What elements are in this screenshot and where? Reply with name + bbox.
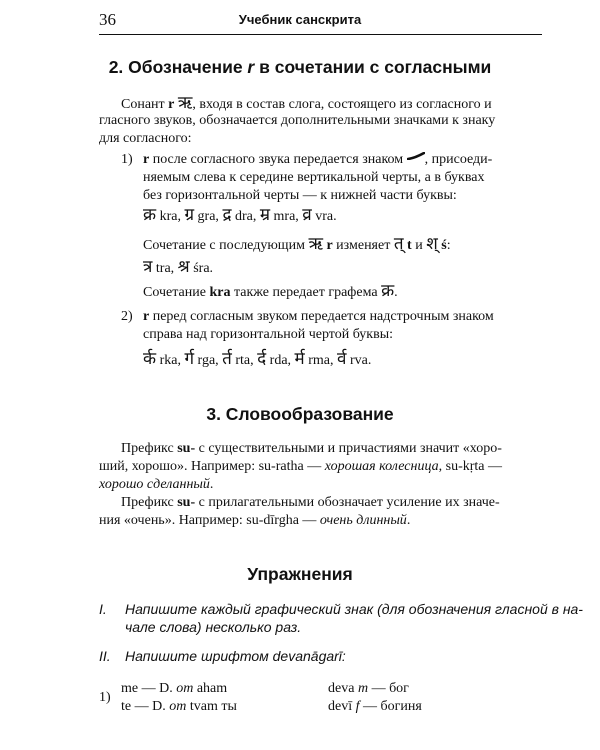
text: devī [328, 699, 356, 714]
text: Префикс [121, 495, 178, 510]
devanagari-glyph: त्र [143, 257, 153, 277]
text: ния «очень». Например: su-dīrgha — [99, 513, 320, 528]
devanagari-glyph: श् [426, 234, 438, 254]
text: aham [193, 681, 228, 696]
devanagari-glyph: र्त [222, 349, 232, 369]
text: — бог [368, 681, 409, 696]
devanagari-glyph: र्द [257, 349, 267, 369]
word-list-left-row [121, 680, 227, 698]
translit: mra, [270, 209, 303, 224]
text: deva [328, 681, 358, 696]
bold-r: r [143, 309, 150, 324]
text: и [411, 238, 427, 253]
heading-text: 2. Обозначение [108, 57, 248, 77]
section-2-heading [0, 57, 600, 78]
devanagari-glyph: व्र [302, 205, 312, 225]
devanagari-glyph: ऋ [177, 93, 193, 113]
intro-line-1 [121, 94, 492, 114]
devanagari-glyph: र्व [336, 349, 347, 369]
item-2-line-2: справа над горизонтальной чертой буквы: [143, 327, 393, 342]
page-number: 36 [99, 10, 116, 29]
text: , присоеди- [424, 152, 493, 167]
translit: rma, [304, 353, 337, 368]
text: . [209, 477, 214, 492]
text: Сочетание с последующим [143, 238, 309, 253]
translit: rva. [346, 353, 372, 368]
text: . [394, 285, 398, 300]
bold-kra: kra [209, 285, 231, 300]
exercise-2-number: II. [99, 648, 111, 664]
item-2-line-1 [143, 308, 494, 326]
examples-ra-subscript [143, 206, 337, 226]
translit: rta, [231, 353, 258, 368]
devanagari-glyph: श्र [177, 257, 190, 277]
devanagari-glyph: क्र [381, 281, 395, 301]
page-header [0, 0, 600, 40]
devanagari-glyph: ग्र [184, 205, 195, 225]
intro-line-2: гласного звуков, обозначается дополнительными значками к знаку [99, 113, 496, 128]
kra-line [143, 282, 398, 302]
text: также передает графема [230, 285, 382, 300]
translit: gra, [194, 209, 223, 224]
translit: tra, [152, 261, 178, 276]
text: изменяет [332, 238, 394, 253]
italic-gloss: хорошо сделанный [99, 477, 210, 492]
running-title: Учебник санскрита [238, 12, 362, 27]
bold-r: r [168, 97, 175, 112]
text: Сочетание [143, 285, 210, 300]
item-1-number: 1) [121, 152, 133, 167]
translit: kra, [156, 209, 185, 224]
item-2-number: 2) [121, 309, 133, 324]
translit: rka, [156, 353, 185, 368]
text: , входя в состав слога, состоящего из согласного и [192, 97, 492, 112]
text: . [406, 513, 411, 528]
text: : [446, 238, 451, 253]
text: — богиня [359, 699, 422, 714]
exercise-2-line-1: Напишите шрифтом devanāgarī: [125, 648, 346, 664]
word-list-right-row [328, 698, 422, 716]
word-list-number: 1) [99, 690, 111, 705]
bold-s: ś [441, 238, 447, 253]
item-1-line-1 [143, 151, 492, 169]
text: ший, хорошо». Например: su-ratha — [99, 459, 325, 474]
devanagari-glyph: र्क [143, 349, 157, 369]
italic-gloss: очень длинный [319, 513, 407, 528]
exercise-1-number: I. [99, 601, 107, 617]
bold-prefix: su- [177, 495, 196, 510]
section-3-heading: 3. Словообразование [206, 404, 394, 424]
su-para-1-line-1 [121, 440, 502, 458]
translit: dra, [231, 209, 260, 224]
word-list-right-row [328, 680, 409, 698]
translit: rda, [266, 353, 295, 368]
italic-abbr: от [169, 699, 187, 714]
heading-text: в сочетании с согласными [254, 57, 492, 77]
text: Префикс [121, 441, 178, 456]
item-1-line-3: без горизонтальной черты — к нижней части буквы: [143, 188, 457, 203]
text: tvam ты [186, 699, 237, 714]
devanagari-glyph: म्र [259, 205, 271, 225]
italic-gloss: хорошая колесница [324, 459, 439, 474]
devanagari-glyph: त् [393, 234, 404, 254]
italic-abbr: от [176, 681, 194, 696]
italic-gender: f [355, 699, 360, 714]
word-list-left-row [121, 698, 237, 716]
heading-r: r [247, 57, 255, 77]
ra-subscript-mark-icon [407, 148, 425, 154]
translit: vra. [311, 209, 337, 224]
item-1-line-2: няемым слева к середине вертикальной черты, а в буквах [143, 170, 485, 185]
text: te — D. [121, 699, 170, 714]
exercise-1-line-2: чале слова) несколько раз. [125, 619, 302, 635]
devanagari-glyph: र्ग [184, 349, 195, 369]
bold-t: t [407, 238, 412, 253]
examples-reph [143, 350, 371, 370]
text: Сонант [121, 97, 169, 112]
translit: rga, [194, 353, 223, 368]
exercises-heading: Упражнения [247, 564, 353, 584]
text: перед согласным звуком передается надстрочным знаком [149, 309, 494, 324]
su-para-2-line-1 [121, 494, 500, 512]
text: , su-kṛta — [438, 459, 503, 474]
text: с прилагательными обозначает усиление их значе- [195, 495, 500, 510]
text: me — D. [121, 681, 177, 696]
su-para-1-line-2 [99, 458, 502, 476]
text: после согласного звука передается знаком [149, 152, 407, 167]
bold-r: r [326, 238, 333, 253]
translit: śra. [189, 261, 214, 276]
text: с существительными и причастиями значит «хоро- [195, 441, 502, 456]
combination-line [143, 235, 451, 255]
su-para-2-line-2 [99, 512, 410, 530]
intro-line-3: для согласного: [99, 131, 192, 146]
italic-gender: m [357, 681, 369, 696]
bold-prefix: su- [177, 441, 196, 456]
devanagari-glyph: द्र [222, 205, 232, 225]
exercise-1-line-1: Напишите каждый графический знак (для обозначения гласной в на- [125, 601, 583, 617]
header-rule [99, 34, 542, 35]
devanagari-glyph: ऋ [308, 234, 323, 254]
devanagari-glyph: र्म [294, 349, 305, 369]
su-para-1-line-3 [99, 476, 213, 494]
examples-tra-sra [143, 258, 213, 278]
bold-r: r [143, 152, 150, 167]
devanagari-glyph: क्र [143, 205, 157, 225]
